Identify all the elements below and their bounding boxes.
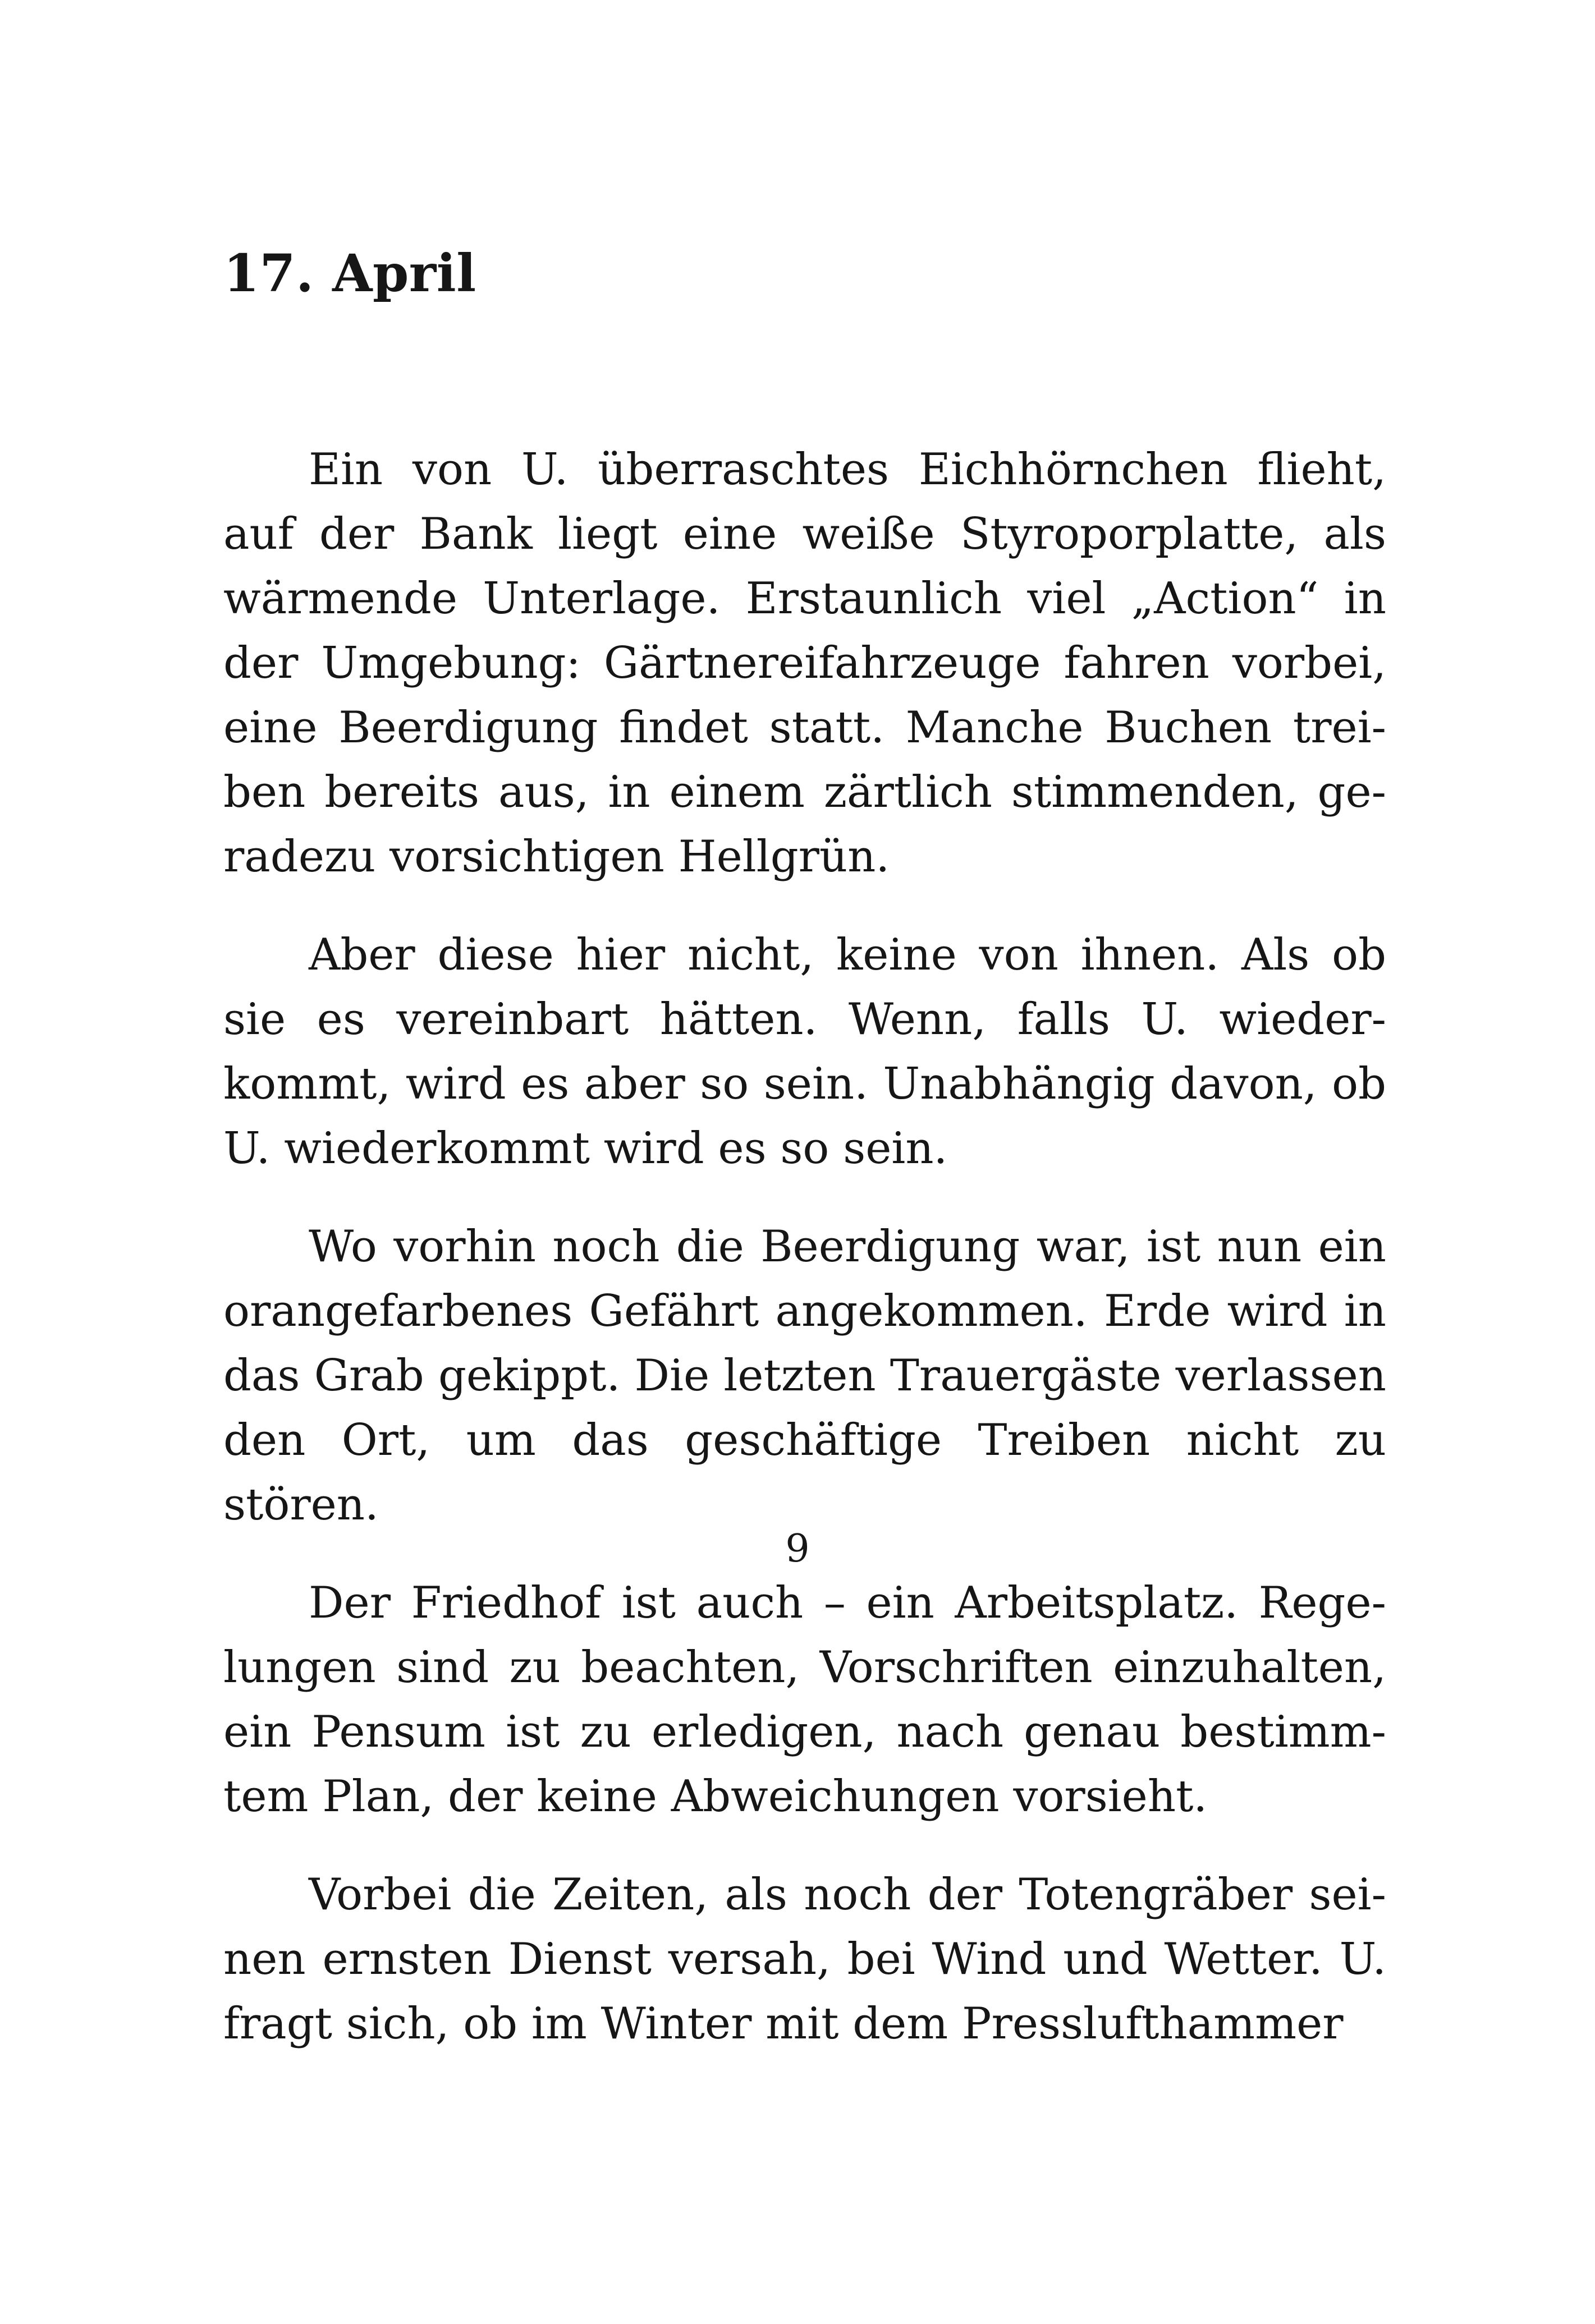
paragraph-3: Wo vorhin noch die Beerdigung war, ist nun ein orangefarbenes Gefährt angekommen. Erde wird in das Grab gekippt. Die letzten Trauergäste verlassen den Ort, um das geschäftige Treiben nicht zu stören. [223, 1221, 1386, 1530]
paragraph-4: Der Friedhof ist auch – ein Arbeitsplatz. Regelungen sind zu beachten, Vorschriften einzuhalten, ein Pensum ist zu erledigen, nach genau bestimmtem Plan, der keine Abweichungen vorsieht. [223, 1578, 1386, 1822]
page-number: 9 [785, 1527, 810, 1571]
paragraph-1: Ein von U. überraschtes Eichhörnchen flieht, auf der Bank liegt eine weiße Styroporplatte, als wärmende Unterlage. Erstaunlich viel „Action“ in der Umgebung: Gärtnereifahrzeuge fahren vorbei, eine Beerdigung findet statt. Manche Buchen treiben bereits aus, in einem zärtlich stimmenden, geradezu vorsichtigen Hellgrün. [223, 444, 1386, 882]
chapter-heading: 17. April [223, 243, 476, 304]
body-text [223, 438, 1386, 2056]
paragraph-5: Vorbei die Zeiten, als noch der Totengräber seinen ernsten Dienst versah, bei Wind und Wetter. U. fragt sich, ob im Winter mit dem Presslufthammer [223, 1870, 1386, 2049]
paragraph-2: Aber diese hier nicht, keine von ihnen. Als ob sie es vereinbart hätten. Wenn, falls U. wiederkommt, wird es aber so sein. Unabhängig davon, ob U. wiederkommt wird es so sein. [223, 930, 1386, 1174]
